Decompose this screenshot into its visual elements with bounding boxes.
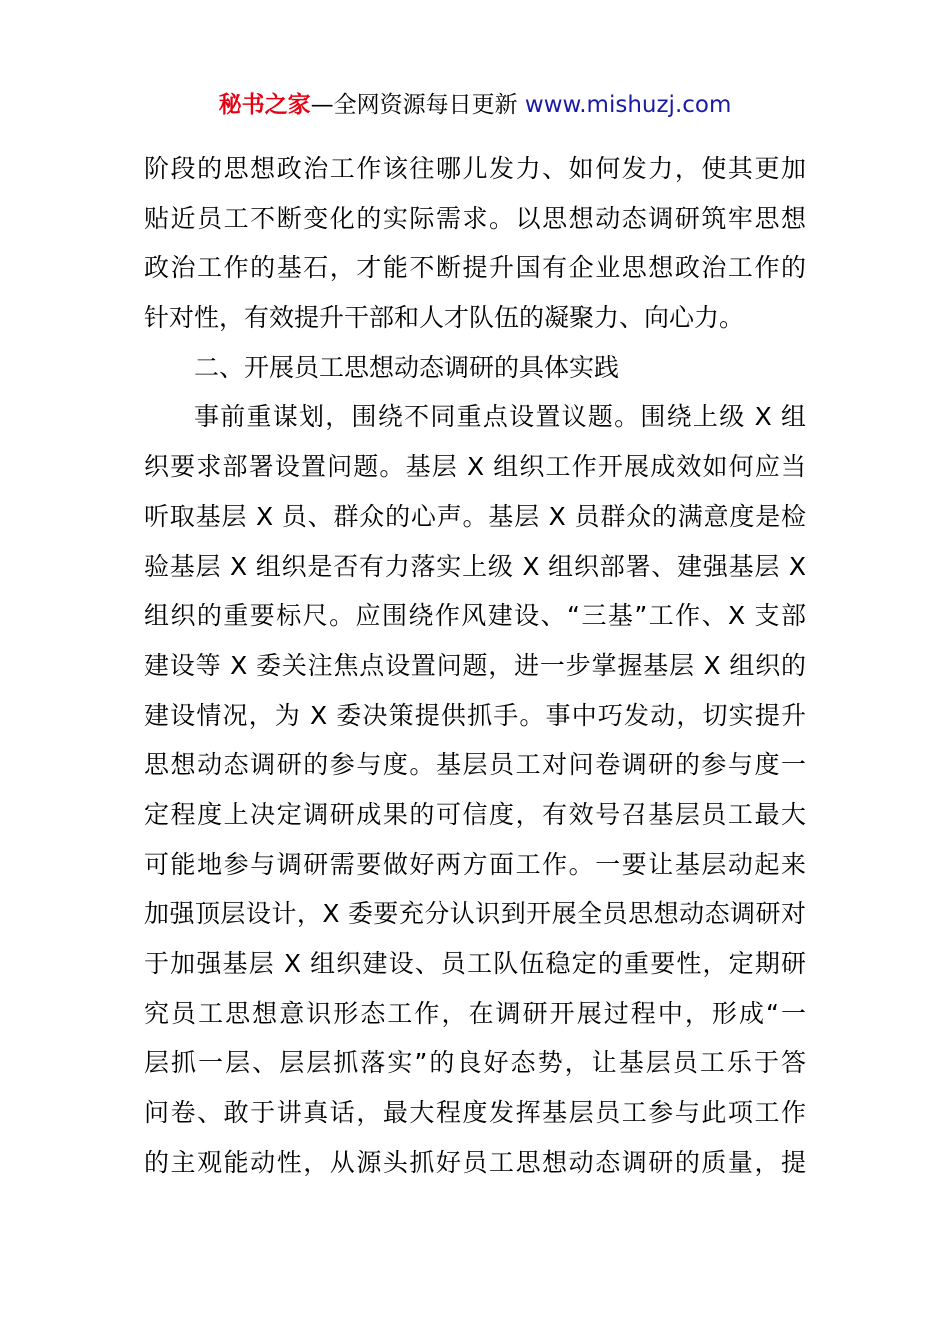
text-line: 组织的重要标尺。应围绕作风建设、“三基”工作、X 支部 (144, 601, 806, 631)
text-line: 问卷、敢于讲真话，最大程度发挥基层员工参与此项工作 (144, 1098, 806, 1128)
text-line: 听取基层 X 员、群众的心声。基层 X 员群众的满意度是检 (144, 501, 806, 531)
website-link[interactable]: www.mishuzj.com (524, 92, 732, 118)
text-line: 针对性，有效提升干部和人才队伍的凝聚力、向心力。 (144, 303, 745, 333)
text-line: 加强顶层设计，X 委要充分认识到开展全员思想动态调研对 (144, 899, 806, 929)
text-line: 可能地参与调研需要做好两方面工作。一要让基层动起来 (144, 849, 806, 879)
text-line: 的主观能动性，从源头抓好员工思想动态调研的质量，提 (144, 1147, 806, 1177)
brand-name: 秘书之家 (218, 92, 311, 118)
document-body (144, 144, 806, 1187)
header-slogan: —全网资源每日更新 (310, 92, 518, 118)
text-line: 建设情况，为 X 委决策提供抓手。事中巧发动，切实提升 (144, 700, 806, 730)
text-line: 政治工作的基石，才能不断提升国有企业思想政治工作的 (144, 253, 806, 283)
text-line: 究员工思想意识形态工作，在调研开展过程中，形成“一 (144, 998, 806, 1028)
text-line: 织要求部署设置问题。基层 X 组织工作开展成效如何应当 (144, 452, 806, 482)
text-line: 层抓一层、层层抓落实”的良好态势，让基层员工乐于答 (144, 1048, 806, 1078)
text-line: 建设等 X 委关注焦点设置问题，进一步掌握基层 X 组织的 (144, 650, 806, 680)
text-line: 验基层 X 组织是否有力落实上级 X 组织部署、建强基层 X (144, 551, 806, 581)
text-line: 贴近员工不断变化的实际需求。以思想动态调研筑牢思想 (144, 203, 806, 233)
page-header (0, 88, 950, 122)
text-line: 阶段的思想政治工作该往哪儿发力、如何发力，使其更加 (144, 154, 806, 183)
text-line: 于加强基层 X 组织建设、员工队伍稳定的重要性，定期研 (144, 949, 806, 978)
text-line: 思想动态调研的参与度。基层员工对问卷调研的参与度一 (144, 750, 806, 780)
text-line: 事前重谋划，围绕不同重点设置议题。围绕上级 X 组 (194, 402, 806, 432)
section-heading: 二、开展员工思想动态调研的具体实践 (194, 352, 620, 382)
text-line: 定程度上决定调研成果的可信度，有效号召基层员工最大 (144, 799, 806, 829)
